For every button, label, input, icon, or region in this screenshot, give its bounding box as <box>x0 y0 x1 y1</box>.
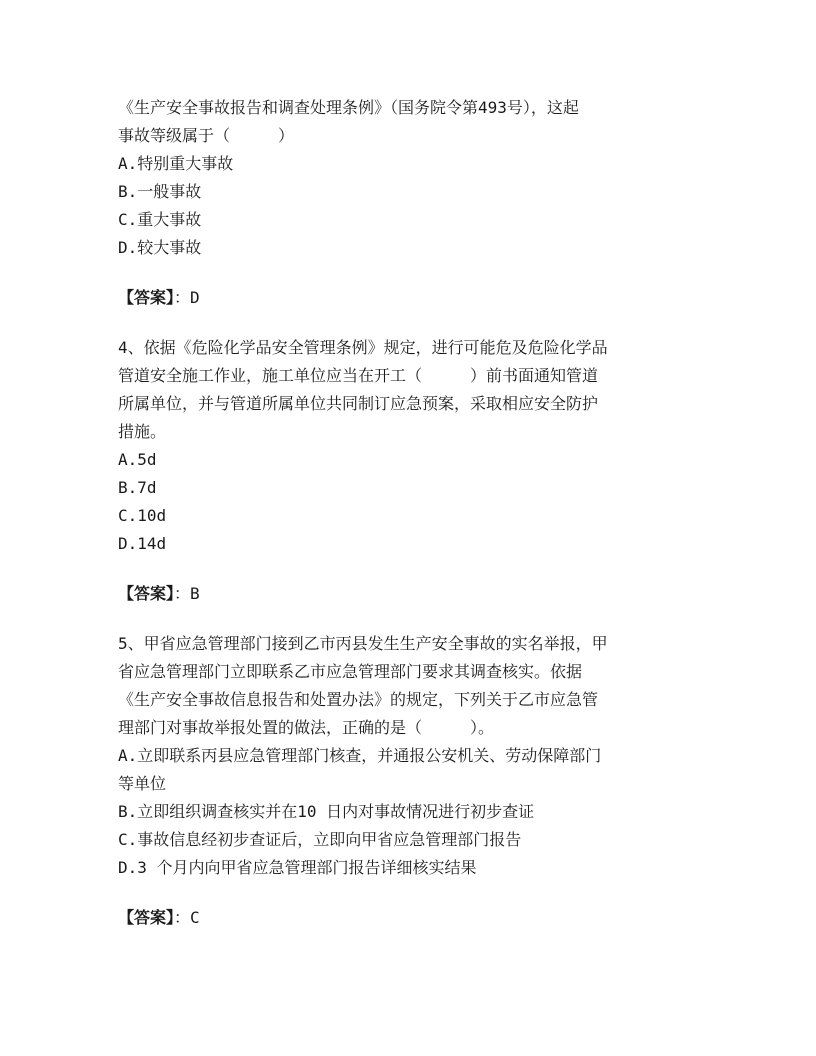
question-5-option-d: D.3 个月内向甲省应急管理部门报告详细核实结果 <box>118 858 477 877</box>
question-3-answer <box>118 284 698 312</box>
spacer <box>118 608 698 630</box>
question-5-stem-line-4: 理部门对事故举报处置的做法，正确的是（ ）。 <box>118 718 495 737</box>
spacer <box>118 882 698 904</box>
question-4-stem-line-4: 措施。 <box>118 422 167 441</box>
answer-value: B <box>190 584 200 603</box>
spacer <box>118 312 698 334</box>
question-5-stem-line-3: 《生产安全事故信息报告和处置办法》的规定，下列关于乙市应急管 <box>118 690 599 709</box>
question-4-option-d: D.14d <box>118 534 167 553</box>
spacer <box>118 558 698 580</box>
document-page <box>118 94 698 932</box>
question-3-option-a: A.特别重大事故 <box>118 154 234 173</box>
question-5 <box>118 630 698 882</box>
question-5-stem-line-2: 省应急管理部门立即联系乙市应急管理部门要求其调查核实。依据 <box>118 662 583 681</box>
question-3-option-d: D.较大事故 <box>118 238 202 257</box>
question-5-stem-line-1: 5、甲省应急管理部门接到乙市丙县发生生产安全事故的实名举报，甲 <box>118 634 608 653</box>
question-3-stem-line-2: 事故等级属于（ ） <box>118 126 295 145</box>
question-3 <box>118 94 698 262</box>
question-3-stem-line-1: 《生产安全事故报告和调查处理条例》（国务院令第493号），这起 <box>118 98 579 117</box>
question-5-option-a: A.立即联系丙县应急管理部门核查，并通报公安机关、劳动保障部门 <box>118 746 602 765</box>
answer-label: 【答案】 <box>118 908 175 927</box>
question-4-option-a: A.5d <box>118 450 157 469</box>
answer-label: 【答案】 <box>118 584 175 603</box>
question-5-option-c: C.事故信息经初步查证后，立即向甲省应急管理部门报告 <box>118 830 522 849</box>
question-3-option-b: B.一般事故 <box>118 182 202 201</box>
answer-separator: ： <box>174 584 191 603</box>
question-3-option-c: C.重大事故 <box>118 210 202 229</box>
answer-value: C <box>190 908 200 927</box>
question-5-option-a-continued: 等单位 <box>118 774 167 793</box>
question-4-option-b: B.7d <box>118 478 157 497</box>
spacer <box>118 262 698 284</box>
question-4-option-c: C.10d <box>118 506 167 525</box>
question-5-option-b: B.立即组织调查核实并在10 日内对事故情况进行初步查证 <box>118 802 535 821</box>
question-4 <box>118 334 698 558</box>
question-4-answer <box>118 580 698 608</box>
answer-separator: ： <box>174 288 191 307</box>
answer-value: D <box>190 288 200 307</box>
question-4-stem-line-2: 管道安全施工作业，施工单位应当在开工（ ）前书面通知管道 <box>118 366 599 385</box>
question-4-stem-line-3: 所属单位，并与管道所属单位共同制订应急预案，采取相应安全防护 <box>118 394 599 413</box>
question-5-answer <box>118 904 698 932</box>
answer-label: 【答案】 <box>118 288 175 307</box>
question-4-stem-line-1: 4、依据《危险化学品安全管理条例》规定，进行可能危及危险化学品 <box>118 338 608 357</box>
answer-separator: ： <box>174 908 191 927</box>
